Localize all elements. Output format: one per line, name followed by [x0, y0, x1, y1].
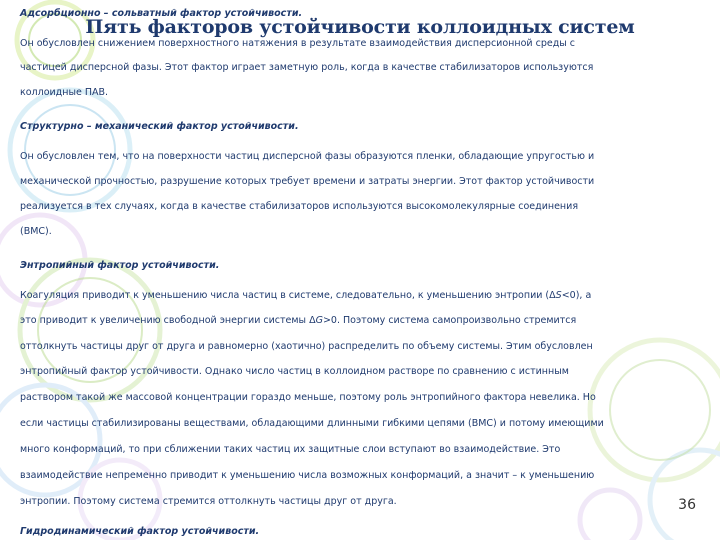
paragraph-line: если частицы стабилизированы веществами, обладающими длинными гибкими цепями (ВМС) и потому имеющими: [20, 418, 604, 429]
page-number: 36: [678, 497, 696, 513]
delta-symbol: Δ: [309, 315, 316, 326]
paragraph-line: реализуется в тех случаях, когда в качестве стабилизаторов используются высокомолекулярные соединения: [20, 201, 579, 212]
paragraph-line: много конформаций, то при сближении таких частиц их защитные слои вступают во взаимодействие. Это: [20, 444, 561, 455]
section-heading-structural: Структурно – механический фактор устойчивости.: [20, 121, 299, 132]
paragraph-line: частицей дисперсной фазы. Этот фактор играет заметную роль, когда в качестве стабилизаторов используются: [20, 62, 594, 73]
paragraph-line: взаимодействие непременно приводит к уменьшению числа возможных конформаций, а значит – к уменьшению: [20, 470, 595, 481]
paragraph-line: коллоидные ПАВ.: [20, 87, 109, 98]
paragraph-line: механической прочностью, разрушение которых требует времени и затраты энергии. Этот фактор устойчивости: [20, 176, 595, 187]
paragraph-line: раствором такой же массовой концентрации гораздо меньше, поэтому роль энтропийного фактора невелика. Но: [20, 392, 596, 403]
entropy-symbol: S: [555, 290, 562, 301]
paragraph-line: Он обусловлен тем, что на поверхности частиц дисперсной фазы образуются пленки, обладающие упругостью и: [20, 151, 595, 162]
paragraph-line: оттолкнуть частицы друг от друга и равномерно (хаотично) распределить по объему системы. Этим обусловлен: [20, 341, 593, 352]
section-heading-entropy: Энтропийный фактор устойчивости.: [20, 260, 220, 271]
paragraph-line: энтропийный фактор устойчивости. Однако число частиц в коллоидном растворе по сравнению с истинным: [20, 366, 569, 377]
line-text: это приводит к увеличению свободной энергии системы: [20, 315, 310, 326]
line-text: <0), а: [561, 290, 592, 301]
line-text: >0. Поэтому система самопроизвольно стремится: [322, 315, 577, 326]
paragraph-line: [20, 315, 576, 327]
paragraph-line: (ВМС).: [20, 226, 52, 237]
section-heading-adsorption: Адсорбционно – сольватный фактор устойчивости.: [20, 8, 303, 19]
slide-title: Пять факторов устойчивости коллоидных систем: [85, 16, 635, 38]
paragraph-line: Он обусловлен снижением поверхностного натяжения в результате взаимодействия дисперсионной среды с: [20, 38, 576, 49]
delta-symbol: Δ: [549, 290, 556, 301]
gibbs-symbol: G: [315, 315, 323, 326]
section-heading-hydrodynamic: Гидродинамический фактор устойчивости.: [20, 526, 260, 537]
line-text: Коагуляция приводит к уменьшению числа частиц в системе, следовательно, к уменьшению энтропии (: [20, 290, 550, 301]
paragraph-line: энтропии. Поэтому система стремится оттолкнуть частицы друг от друга.: [20, 496, 397, 507]
paragraph-line: [20, 290, 591, 302]
